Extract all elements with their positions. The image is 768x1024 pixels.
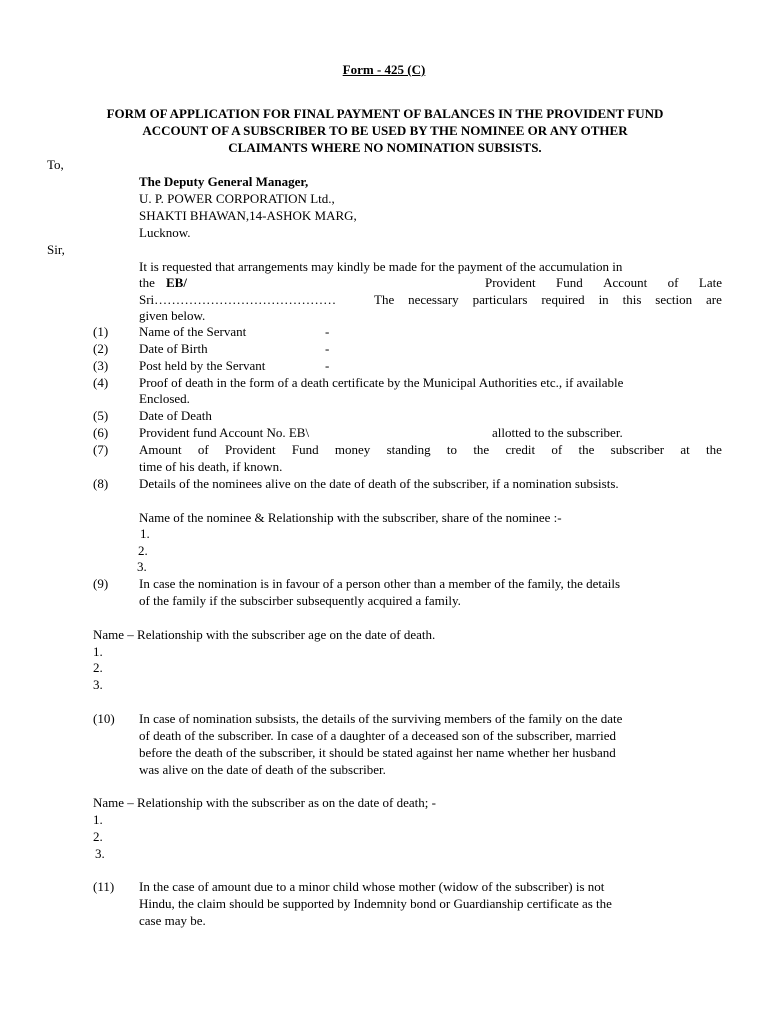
item-1-label: Name of the Servant xyxy=(139,324,247,339)
intro-pf-word: Fund xyxy=(555,275,583,290)
surviving-list-item: 1. xyxy=(93,812,103,827)
item-7-word: money xyxy=(334,442,371,457)
intro-pf-word: Account xyxy=(603,275,648,290)
intro-sri-word: required xyxy=(541,292,585,307)
item-5-number: (5) xyxy=(93,408,109,423)
item-7-word: of xyxy=(551,442,563,457)
intro-pf-words xyxy=(485,274,722,291)
item-7-word: to xyxy=(446,442,458,457)
surviving-list-item: 3. xyxy=(95,846,105,861)
intro-the: the xyxy=(139,275,155,290)
intro-sri-word: particulars xyxy=(472,292,528,307)
item-7-word: at xyxy=(680,442,690,457)
surviving-list-item: 2. xyxy=(93,829,103,844)
intro-sri-word: section xyxy=(655,292,693,307)
item-7-word: the xyxy=(706,442,722,457)
item-10-line-2: of death of the subscriber. In case of a daughter of a deceased son of the subscriber, married xyxy=(139,728,617,743)
item-8-number: (8) xyxy=(93,476,109,491)
item-7-word: Fund xyxy=(291,442,319,457)
item-7-word: credit xyxy=(505,442,536,457)
item-9-number: (9) xyxy=(93,576,109,591)
intro-pf-word: Late xyxy=(698,275,722,290)
item-4-line-2: Enclosed. xyxy=(139,391,190,406)
item-1-number: (1) xyxy=(93,324,109,339)
item-6-text: Provident fund Account No. EB\ xyxy=(139,425,310,440)
item-11-number: (11) xyxy=(93,879,115,894)
item-5-text: Date of Death xyxy=(139,408,212,423)
item-9-line-2: of the family if the subscirber subsequently acquired a family. xyxy=(139,593,461,608)
surviving-list-header: Name – Relationship with the subscriber as on the date of death; - xyxy=(93,795,436,810)
nominee-list-item: 3. xyxy=(137,559,147,574)
form-heading-line-3: CLAIMANTS WHERE NO NOMINATION SUBSISTS. xyxy=(228,140,542,155)
intro-line-1: It is requested that arrangements may kindly be made for the payment of the accumulation in xyxy=(139,259,623,274)
nominee-header: Name of the nominee & Relationship with the subscriber, share of the nominee :- xyxy=(139,510,562,525)
intro-sri-word: necessary xyxy=(408,292,459,307)
item-8-text: Details of the nominees alive on the date of death of the subscriber, if a nomination subsists. xyxy=(139,476,619,491)
intro-pf-word: of xyxy=(667,275,679,290)
item-7-number: (7) xyxy=(93,442,109,457)
item-7-word: subscriber xyxy=(610,442,665,457)
item-10-line-4: was alive on the date of death of the subscriber. xyxy=(139,762,386,777)
item-7-word: of xyxy=(197,442,209,457)
intro-eb: EB/ xyxy=(166,275,187,290)
form-heading-line-2: ACCOUNT OF A SUBSCRIBER TO BE USED BY THE NOMINEE OR ANY OTHER xyxy=(142,123,628,138)
family-list-item: 1. xyxy=(93,644,103,659)
intro-sri-word: in xyxy=(598,292,609,307)
intro-sri-dots: Sri…………………………………… xyxy=(139,292,337,307)
family-list-header: Name – Relationship with the subscriber age on the date of death. xyxy=(93,627,436,642)
item-7-word: the xyxy=(473,442,490,457)
salutation: Sir, xyxy=(47,242,65,257)
item-6-number: (6) xyxy=(93,425,109,440)
item-4-number: (4) xyxy=(93,375,109,390)
item-7-word: standing xyxy=(386,442,431,457)
item-9-line-1: In case the nomination is in favour of a person other than a member of the family, the details xyxy=(139,576,621,591)
item-2-number: (2) xyxy=(93,341,109,356)
item-3-number: (3) xyxy=(93,358,109,373)
item-7-word: Provident xyxy=(225,442,276,457)
family-list-item: 2. xyxy=(93,660,103,675)
intro-sri-rest xyxy=(374,291,722,308)
address-line-2: U. P. POWER CORPORATION Ltd., xyxy=(139,191,335,206)
item-7-line-2: time of his death, if known. xyxy=(139,459,283,474)
item-1-dash: - xyxy=(325,324,330,339)
item-4-line-1: Proof of death in the form of a death certificate by the Municipal Authorities etc., if available xyxy=(139,375,624,390)
item-3-dash: - xyxy=(325,358,330,373)
item-7-word: the xyxy=(578,442,595,457)
intro-sri-word: are xyxy=(706,292,722,307)
intro-sri-word: The xyxy=(374,292,395,307)
item-11-line-1: In the case of amount due to a minor child whose mother (widow of the subscriber) is not xyxy=(139,879,605,894)
item-2-label: Date of Birth xyxy=(139,341,208,356)
form-heading-line-1: FORM OF APPLICATION FOR FINAL PAYMENT OF BALANCES IN THE PROVIDENT FUND xyxy=(106,106,664,121)
address-line-4: Lucknow. xyxy=(139,225,191,240)
item-2-dash: - xyxy=(325,341,330,356)
item-7-word: Amount xyxy=(139,442,182,457)
to-label: To, xyxy=(47,157,64,172)
intro-line-4: given below. xyxy=(139,308,206,323)
nominee-list-item: 2. xyxy=(138,543,148,558)
family-list-item: 3. xyxy=(93,677,103,692)
item-10-line-3: before the death of the subscriber, it should be stated against her name whether her husband xyxy=(139,745,616,760)
intro-pf-word: Provident xyxy=(485,275,536,290)
form-title: Form - 425 (C) xyxy=(342,62,426,77)
item-6-tail: allotted to the subscriber. xyxy=(492,425,623,440)
nominee-list-item: 1. xyxy=(140,526,150,541)
item-3-label: Post held by the Servant xyxy=(139,358,266,373)
item-7-line-1 xyxy=(139,441,722,458)
intro-sri-word: this xyxy=(622,292,642,307)
item-11-line-2: Hindu, the claim should be supported by Indemnity bond or Guardianship certificate as the xyxy=(139,896,612,911)
address-line-1: The Deputy General Manager, xyxy=(139,174,309,189)
item-10-line-1: In case of nomination subsists, the details of the surviving members of the family on the date xyxy=(139,711,623,726)
item-10-number: (10) xyxy=(93,711,115,726)
item-11-line-3: case may be. xyxy=(139,913,206,928)
address-line-3: SHAKTI BHAWAN,14-ASHOK MARG, xyxy=(139,208,357,223)
